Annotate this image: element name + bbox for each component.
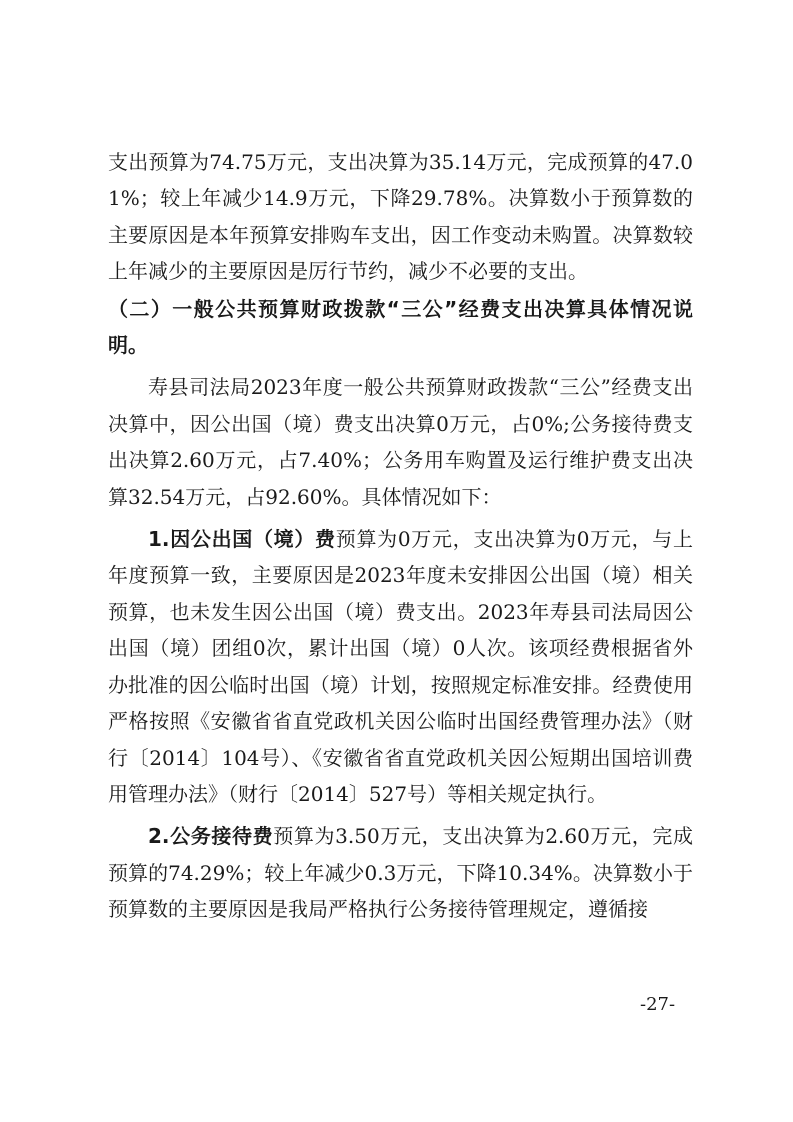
item-overseas-travel-text: 预算为0万元，支出决算为0万元，与上年度预算一致，主要原因是2023年度未安排因公出国（境）相关预算，也未发生因公出国（境）费支出。2023年寿县司法局因公出国（境）团组0次，累计出国（境）0人次。该项经费根据省外办批准的因公临时出国（境）计划，按照规定标准安排。经费使用严格按照《安徽省省直党政机关因公临时出国经费管理办法》（财行〔2014〕104号）、《安徽省省直党政机关因公短期出国培训费用管理办法》（财行〔2014〕527号）等相关规定执行。 (108, 527, 694, 806)
item-overseas-travel-label: 1.因公出国（境）费 (148, 527, 336, 552)
page-number: -27- (640, 994, 676, 1015)
item-official-reception-text: 预算为3.50万元，支出决算为2.60万元，完成预算的74.29%；较上年减少0.3万元，下降10.34%。决算数小于预算数的主要原因是我局严格执行公务接待管理规定，遵循接 (108, 824, 694, 922)
body-paragraph-vehicle-expense: 支出预算为74.75万元，支出决算为35.14万元，完成预算的47.01%；较上年减少14.9万元，下降29.78%。决算数小于预算数的主要原因是本年预算安排购车支出，因工作变动未购置。决算数较上年减少的主要原因是厉行节约，减少不必要的支出。 (108, 150, 693, 284)
item-official-reception (108, 818, 693, 927)
document-body (108, 144, 693, 928)
item-overseas-travel (108, 521, 693, 812)
body-paragraph-summary: 寿县司法局2023年度一般公共预算财政拨款“三公”经费支出决算中，因公出国（境）费支出决算0万元，占0%;公务接待费支出决算2.60万元，占7.40%；公务用车购置及运行维护费支出决算32.54万元，占92.60%。具体情况如下： (108, 375, 693, 509)
section-heading: （二）一般公共预算财政拨款“三公”经费支出决算具体情况说明。 (108, 296, 693, 358)
item-official-reception-label: 2.公务接待费 (148, 824, 274, 849)
